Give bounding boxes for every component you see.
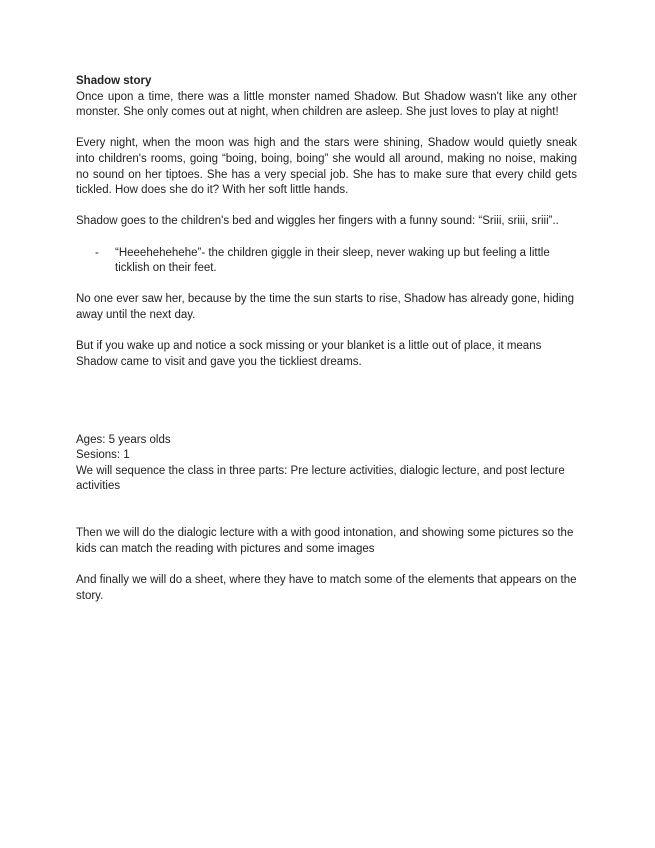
bullet-marker: -: [95, 246, 99, 259]
intro-paragraph: Once upon a time, there was a little monster named Shadow. But Shadow wasn't like any other monster. She only comes out at night, when children are asleep. She just loves to play at night!: [76, 90, 577, 119]
section-spacer-small: [76, 495, 577, 526]
sunrise-paragraph: No one ever saw her, because by the time the sun starts to rise, Shadow has already gone, hiding away until the next day.: [76, 293, 574, 321]
document-body: [76, 74, 577, 604]
giggle-list: [76, 246, 577, 277]
bed-paragraph: Shadow goes to the children's bed and wiggles her fingers with a funny sound: “Sriii, sriii, sriii”..: [76, 215, 559, 228]
sequence-paragraph: We will sequence the class in three parts: Pre lecture activities, dialogic lecture, and post lecture activities: [76, 464, 565, 493]
section-spacer: [76, 370, 577, 417]
list-item: [76, 246, 577, 277]
bullet-text: “Heeehehehehe”- the children giggle in their sleep, never waking up but feeling a little ticklish on their feet.: [115, 246, 550, 275]
ages-line: Ages: 5 years olds: [76, 433, 171, 446]
dialogic-paragraph: Then we will do the dialogic lecture with a with good intonation, and showing some pictures so the kids can match the reading with pictures and some images: [76, 527, 574, 555]
sheet-paragraph: And finally we will do a sheet, where they have to match some of the elements that appears on the story.: [76, 574, 577, 602]
sock-paragraph: But if you wake up and notice a sock missing or your blanket is a little out of place, it means Shadow came to visit and gave you the tickliest dreams.: [76, 340, 542, 368]
night-paragraph: Every night, when the moon was high and the stars were shining, Shadow would quietly sneak into children's rooms, going “boing, boing, boing” she would all around, making no noise, making no sound on her tiptoes. She has a very special job. She has to make sure that every child gets tickled. How does she do it? With her soft little hands.: [76, 137, 577, 197]
sessions-line: Sesions: 1: [76, 449, 130, 462]
story-title: Shadow story: [76, 75, 152, 87]
